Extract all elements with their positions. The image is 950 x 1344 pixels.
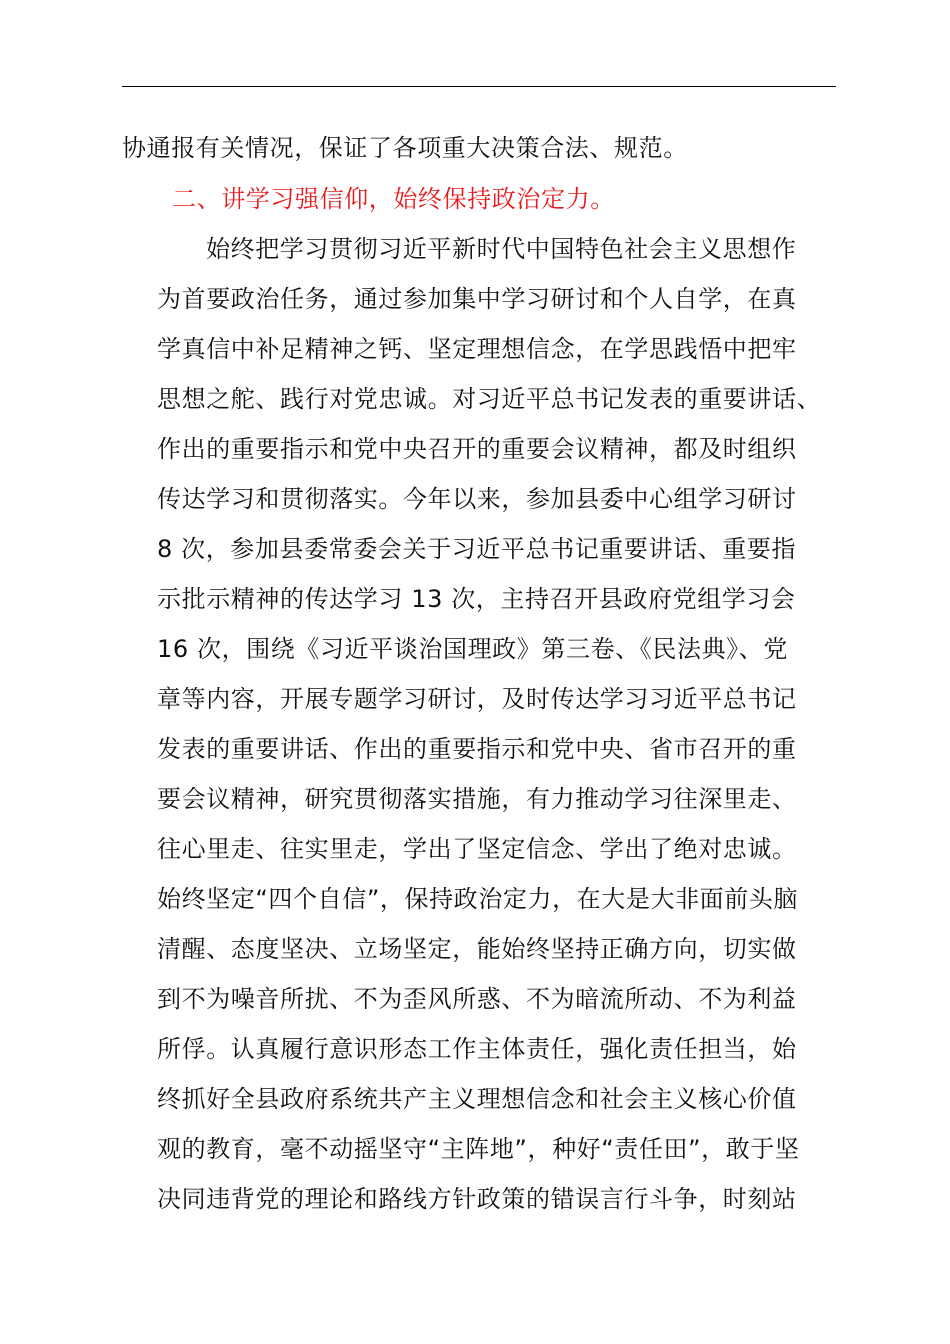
body-line: 始终把学习贯彻习近平新时代中国特色社会主义思想作	[206, 235, 797, 263]
body-line: 传达学习和贯彻落实。今年以来，参加县委中心组学习研讨	[157, 485, 797, 513]
body-line: 16 次，围绕《习近平谈治国理政》第三卷、《民法典》、党	[157, 635, 788, 663]
continuation-line: 协通报有关情况，保证了各项重大决策合法、规范。	[122, 134, 688, 162]
body-line: 思想之舵、践行对党忠诚。对习近平总书记发表的重要讲话、	[157, 385, 822, 413]
body-line: 往心里走、往实里走，学出了坚定信念、学出了绝对忠诚。	[157, 835, 797, 863]
body-line: 示批示精神的传达学习 13 次，主持召开县政府党组学习会	[157, 585, 796, 613]
header-rule	[122, 86, 836, 87]
body-line: 清醒、态度坚决、立场坚定，能始终坚持正确方向，切实做	[157, 935, 797, 963]
body-line: 所俘。认真履行意识形态工作主体责任，强化责任担当，始	[157, 1035, 797, 1063]
body-line: 章等内容，开展专题学习研讨，及时传达学习习近平总书记	[157, 685, 797, 713]
body-line: 学真信中补足精神之钙、坚定理想信念，在学思践悟中把牢	[157, 335, 797, 363]
body-line: 观的教育，毫不动摇坚守“主阵地”，种好“责任田”，敢于坚	[157, 1135, 800, 1163]
body-line: 发表的重要讲话、作出的重要指示和党中央、省市召开的重	[157, 735, 797, 763]
body-line: 到不为噪音所扰、不为歪风所惑、不为暗流所动、不为利益	[157, 985, 797, 1013]
body-line: 决同违背党的理论和路线方针政策的错误言行斗争，时刻站	[157, 1185, 797, 1213]
body-line: 始终坚定“四个自信”，保持政治定力，在大是大非面前头脑	[157, 885, 799, 913]
body-line: 8 次，参加县委常委会关于习近平总书记重要讲话、重要指	[157, 535, 797, 563]
body-line: 要会议精神，研究贯彻落实措施，有力推动学习往深里走、	[157, 785, 797, 813]
body-line: 作出的重要指示和党中央召开的重要会议精神，都及时组织	[157, 435, 797, 463]
body-line: 终抓好全县政府系统共产主义理想信念和社会主义核心价值	[157, 1085, 797, 1113]
body-line: 为首要政治任务，通过参加集中学习研讨和个人自学，在真	[157, 285, 797, 313]
section-heading: 二、讲学习强信仰，始终保持政治定力。	[172, 185, 615, 213]
